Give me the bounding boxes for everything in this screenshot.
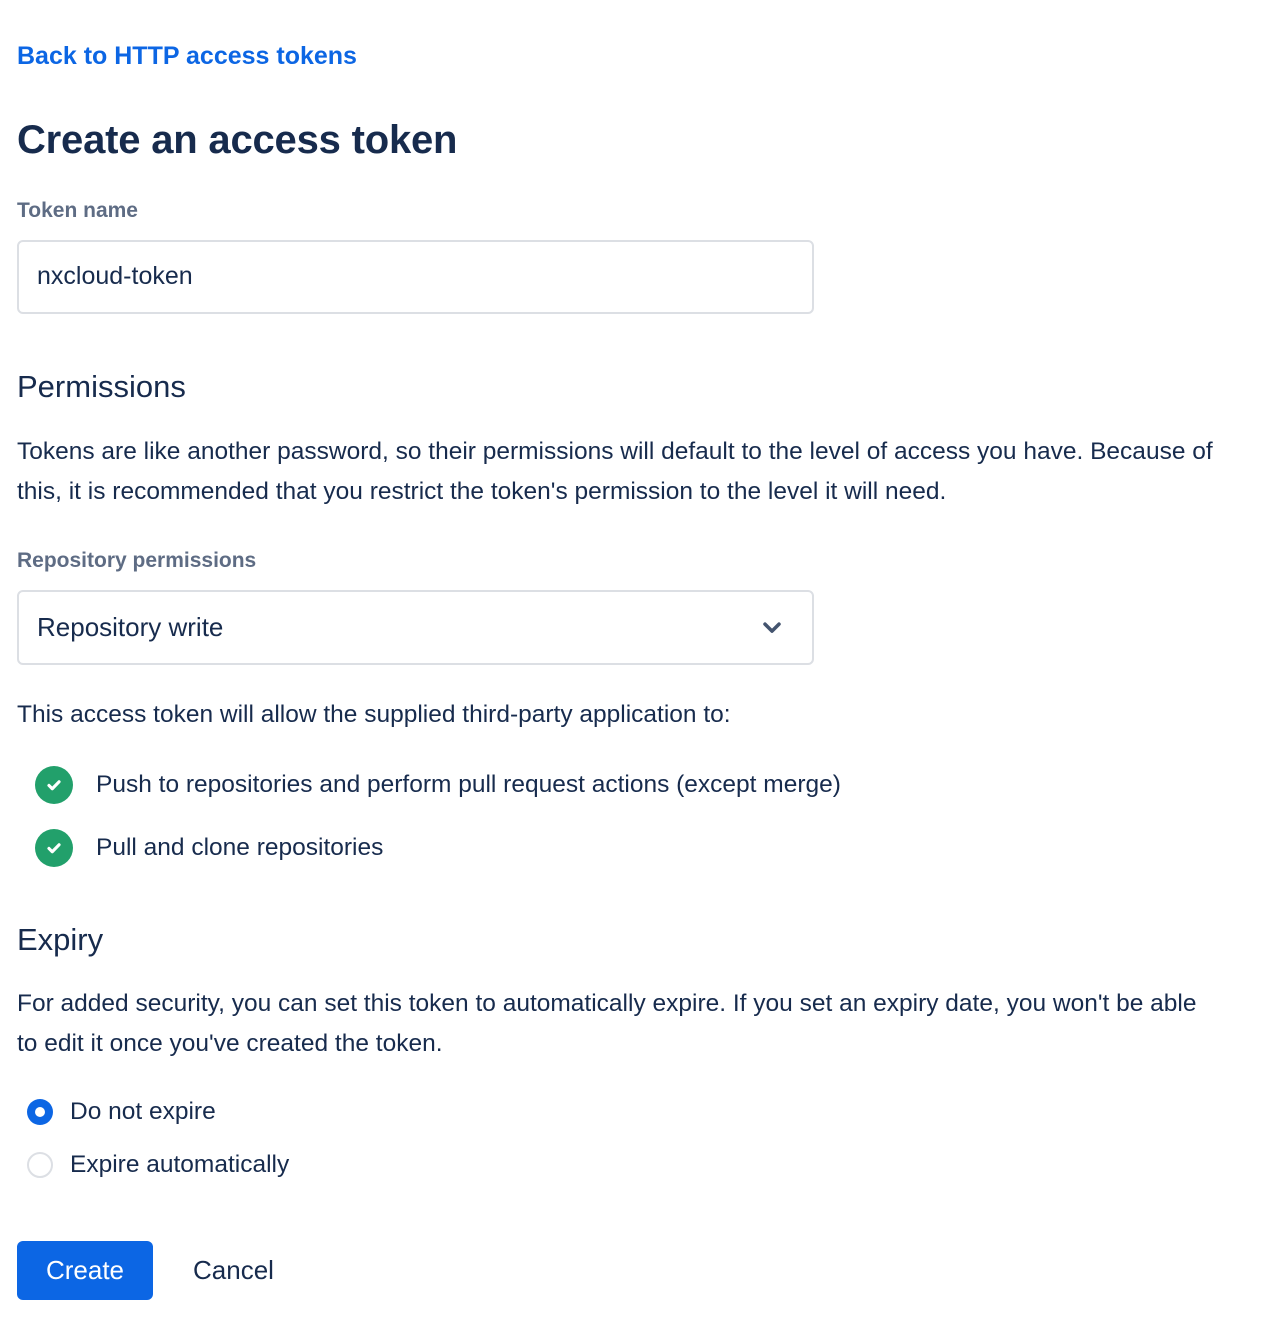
page-title: Create an access token: [17, 117, 458, 162]
radio-expire-automatically[interactable]: [27, 1149, 1257, 1181]
capability-item: [35, 829, 1257, 867]
capability-text: Pull and clone repositories: [96, 833, 384, 861]
token-name-input[interactable]: [17, 240, 814, 314]
token-name-label: Token name: [17, 198, 138, 222]
cancel-button[interactable]: Cancel: [173, 1255, 294, 1286]
chevron-down-icon: [758, 613, 786, 641]
radio-unselected-icon: [27, 1152, 53, 1178]
create-button[interactable]: Create: [17, 1241, 153, 1300]
back-link[interactable]: Back to HTTP access tokens: [17, 42, 357, 70]
permissions-heading: Permissions: [17, 368, 186, 404]
capability-text: Push to repositories and perform pull request actions (except merge): [96, 770, 841, 798]
check-circle-icon: [35, 829, 73, 867]
radio-label: Do not expire: [70, 1098, 216, 1126]
expiry-description: For added security, you can set this token to automatically expire. If you set an expiry date, you won't be able to edit it once you've created the token.: [17, 990, 1197, 1058]
capability-item: [35, 766, 1257, 804]
repository-permissions-select[interactable]: [17, 590, 814, 665]
repository-permissions-label: Repository permissions: [17, 548, 257, 572]
check-circle-icon: [35, 766, 73, 804]
radio-selected-icon: [27, 1099, 53, 1125]
repository-permissions-value: Repository write: [37, 611, 224, 642]
permissions-description: Tokens are like another password, so their permissions will default to the level of access you have. Because of this, it is recommended that you restrict the token's permission to the level it will need.: [17, 437, 1213, 505]
form-actions: [17, 1241, 1257, 1300]
radio-do-not-expire[interactable]: [27, 1096, 1257, 1128]
expiry-heading: Expiry: [17, 921, 104, 957]
capabilities-intro: This access token will allow the supplied third-party application to:: [17, 700, 731, 728]
radio-label: Expire automatically: [70, 1151, 290, 1179]
